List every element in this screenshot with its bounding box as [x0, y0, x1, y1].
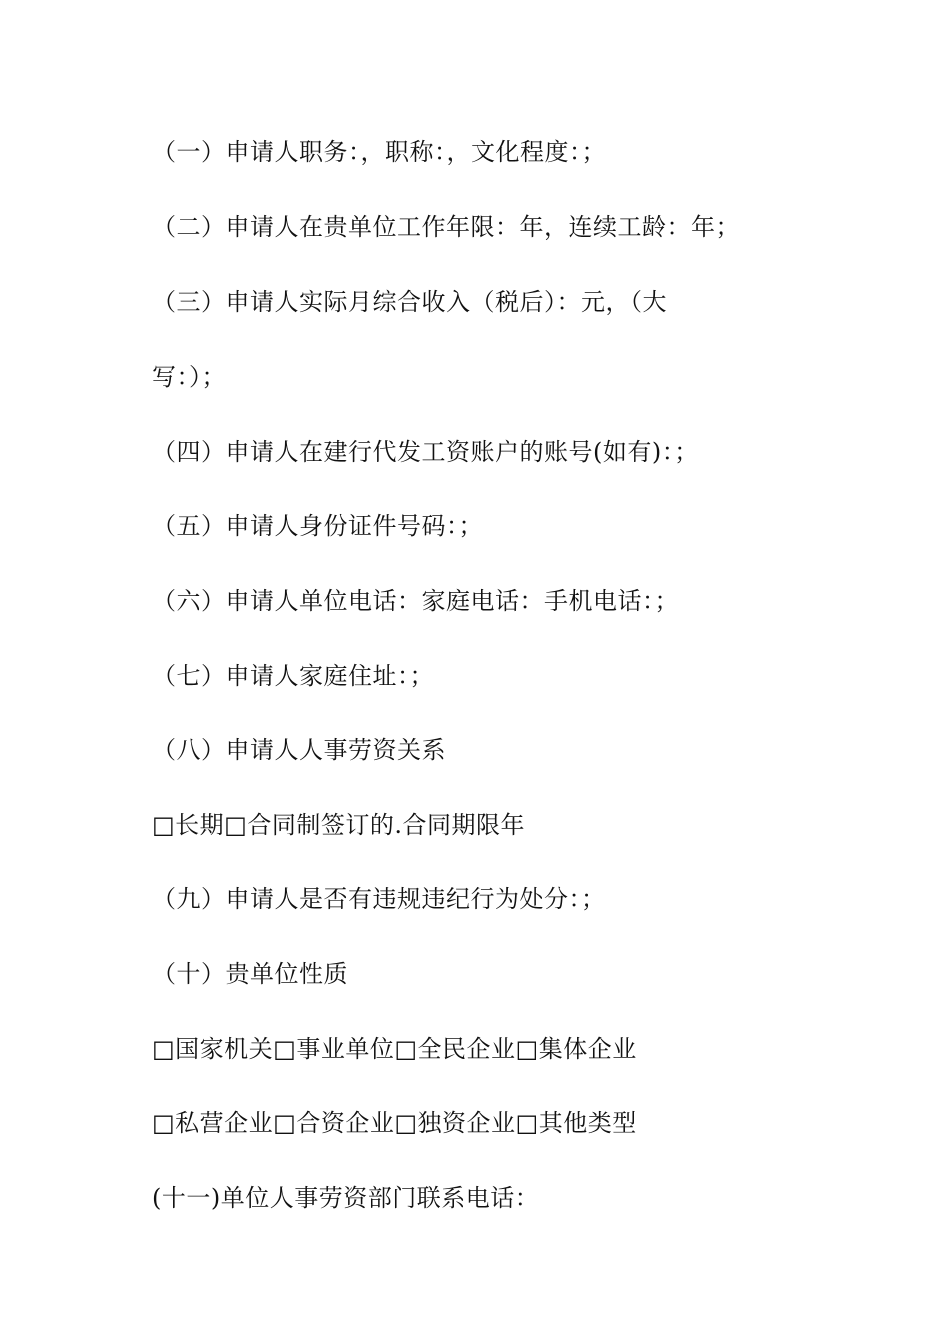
item-5-id-number: （五）申请人身份证件号码：； — [152, 512, 483, 540]
item-6-phone-numbers: （六）申请人单位电话：家庭电话：手机电话：； — [152, 587, 679, 615]
item-8-labor-relation: （八）申请人人事劳资关系 — [152, 736, 446, 764]
item-1-position-title-education: （一）申请人职务：，职称：，文化程度：； — [152, 138, 606, 166]
item-3-monthly-income-continued: 写：）； — [152, 363, 226, 391]
item-10-employer-type: （十）贵单位性质 — [152, 960, 348, 988]
item-7-home-address: （七）申请人家庭住址：； — [152, 662, 434, 690]
employer-type-options-row-2: □私营企业□合资企业□独资企业□其他类型 — [152, 1109, 637, 1137]
item-3-monthly-income: （三）申请人实际月综合收入（税后）：元，（大 — [152, 288, 667, 316]
item-9-disciplinary-record: （九）申请人是否有违规违纪行为处分：； — [152, 885, 606, 913]
item-4-salary-account: （四）申请人在建行代发工资账户的账号(如有)：； — [152, 438, 699, 466]
labor-relation-options: □长期□合同制签订的.合同期限年 — [152, 811, 525, 839]
item-2-work-years: （二）申请人在贵单位工作年限：年，连续工龄：年； — [152, 213, 740, 241]
item-11-hr-contact-phone: (十一)单位人事劳资部门联系电话： — [152, 1184, 540, 1212]
employer-type-options-row-1: □国家机关□事业单位□全民企业□集体企业 — [152, 1035, 637, 1063]
